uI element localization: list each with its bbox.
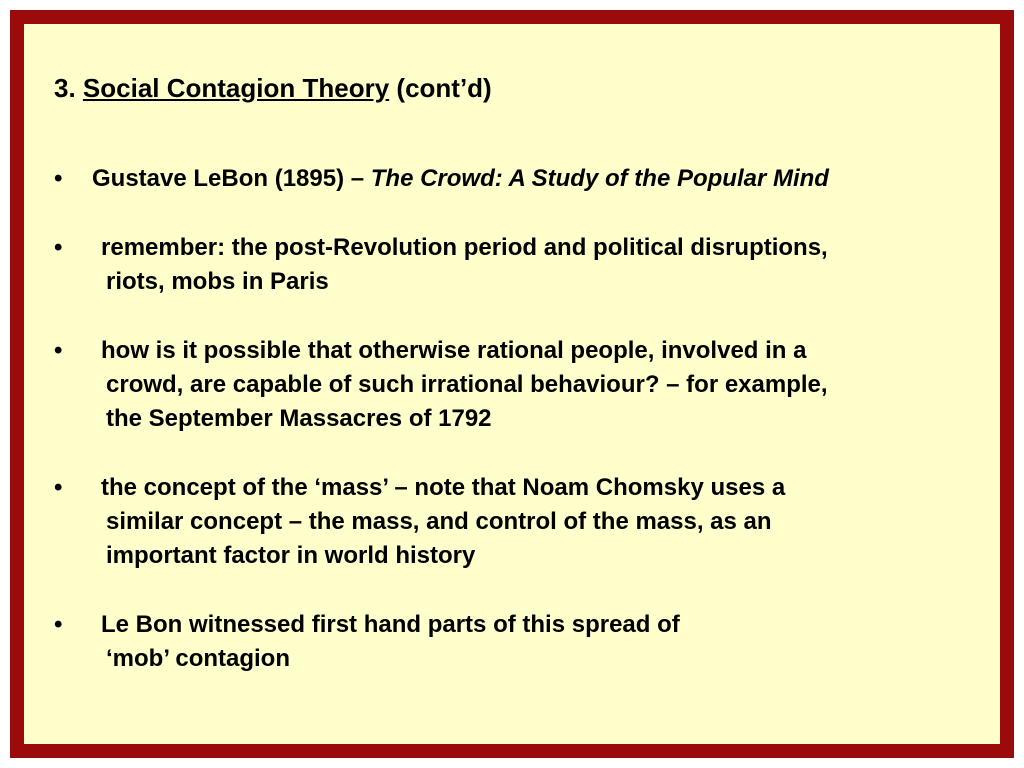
bullet-line: ‘mob’ contagion [106, 645, 290, 672]
bullet-line: important factor in world history [106, 542, 476, 569]
title-number: 3. [54, 73, 76, 103]
bullet-line: riots, mobs in Paris [106, 268, 329, 295]
bullet-line: the September Massacres of 1792 [106, 405, 492, 432]
bullet-text [92, 162, 829, 196]
bullet-dot: • [54, 234, 63, 261]
bullet-dot: • [54, 611, 63, 638]
bullet-line: crowd, are capable of such irrational behaviour? – for example, [106, 371, 828, 398]
bullet-dot: • [54, 474, 63, 501]
bullet-item [54, 334, 828, 436]
bullet-item [54, 162, 829, 196]
title-suffix: (cont’d) [396, 73, 492, 103]
bullet-line: Le Bon witnessed first hand parts of this spread of [101, 611, 680, 638]
bullet-line: Gustave LeBon (1895) – [92, 165, 371, 192]
bullet-line: the concept of the ‘mass’ – note that Noam Chomsky uses a [101, 474, 786, 501]
bullet-item [54, 231, 828, 299]
book-title: The Crowd: A Study of the Popular Mind [370, 165, 829, 192]
bullet-item [54, 471, 786, 573]
slide-content [24, 24, 1000, 744]
bullet-dot: • [54, 165, 63, 192]
bullet-dot: • [54, 337, 63, 364]
bullet-item [54, 608, 680, 676]
bullet-line: remember: the post-Revolution period and political disruptions, [101, 234, 828, 261]
bullet-line: how is it possible that otherwise rational people, involved in a [101, 337, 807, 364]
slide-title [54, 71, 492, 105]
bullet-line: similar concept – the mass, and control of the mass, as an [106, 508, 772, 535]
slide-frame [10, 10, 1014, 758]
title-topic: Social Contagion Theory [82, 73, 390, 103]
